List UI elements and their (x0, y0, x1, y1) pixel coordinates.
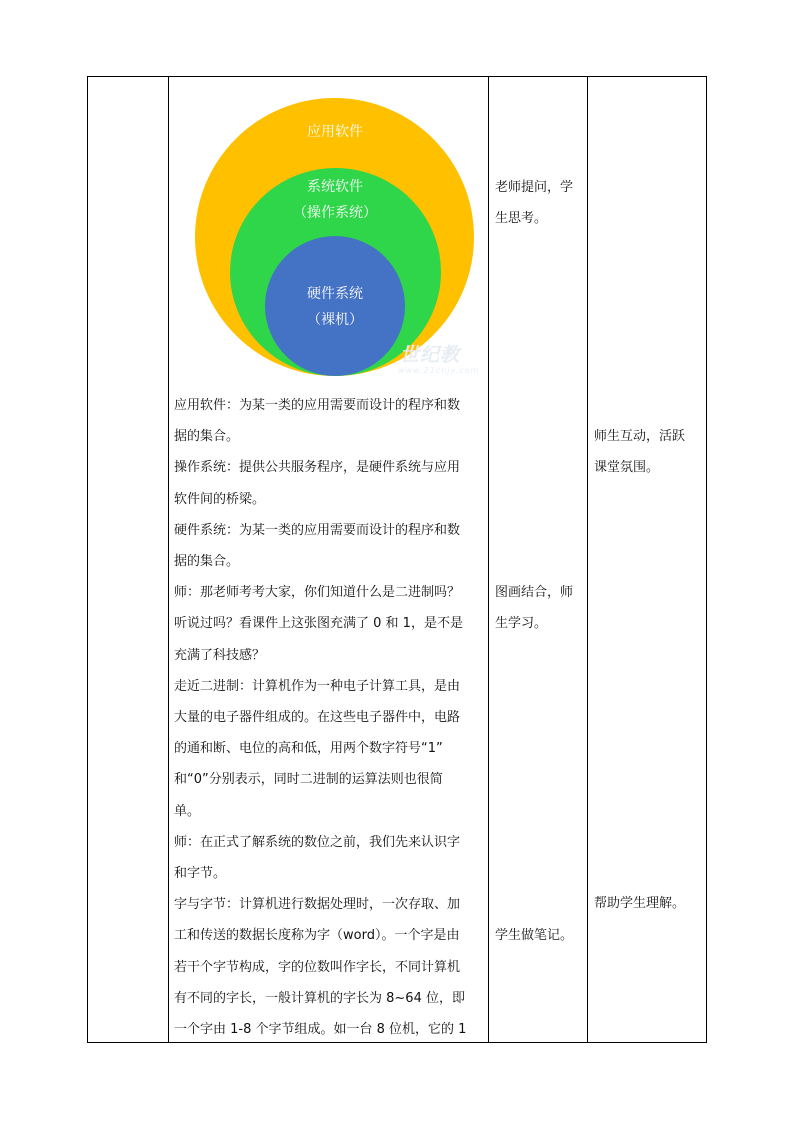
watermark-logo: 世纪教 (400, 344, 461, 366)
student-activity-1-line2: 生思考。 (495, 211, 548, 226)
content-line: 操作系统：提供公共服务程序，是硬件系统与应用 (174, 460, 461, 476)
inner-circle-label: 硬件系统 (307, 286, 363, 302)
column-divider (587, 77, 588, 1042)
student-activity-2-line1: 图画结合，师 (495, 585, 574, 600)
content-line: 走近二进制：计算机作为一种电子计算工具，是由 (174, 678, 461, 694)
outer-circle-label: 应用软件 (307, 124, 363, 140)
content-line: 的通和断、电位的高和低，用两个数字符号“1” (174, 741, 443, 757)
content-line: 和“0”分别表示，同时二进制的运算法则也很简 (174, 772, 443, 788)
content-line: 师：那老师考考大家，你们知道什么是二进制吗？ (174, 585, 461, 601)
content-line: 字与字节：计算机进行数据处理时，一次存取、加 (174, 897, 461, 913)
student-activity-2-line2: 生学习。 (495, 616, 548, 631)
content-line: 硬件系统：为某一类的应用需要而设计的程序和数 (174, 522, 461, 538)
content-line: 大量的电子器件组成的。在这些电子器件中，电路 (174, 710, 461, 725)
content-line: 单。 (174, 803, 201, 819)
student-activity-1-line1: 老师提问，学 (495, 180, 574, 195)
design-intent-1-line1: 师生互动，活跃 (594, 429, 686, 444)
content-line: 和字节。 (174, 866, 227, 881)
lesson-table (87, 76, 707, 1043)
middle-circle-sublabel: （操作系统） (293, 205, 377, 221)
software-layers-diagram (168, 77, 488, 387)
content-line: 工和传送的数据长度称为字（word）。一个字是由 (174, 928, 460, 944)
column-divider (488, 77, 489, 1042)
design-intent-2: 帮助学生理解。 (594, 896, 686, 911)
content-line: 听说过吗？看课件上这张图充满了 0 和 1，是不是 (174, 616, 463, 632)
content-line: 软件间的桥梁。 (174, 491, 266, 507)
content-line: 应用软件：为某一类的应用需要而设计的程序和数 (174, 398, 461, 413)
watermark-url: www.21cnjy.com (398, 366, 480, 375)
inner-circle-sublabel: （裸机） (307, 312, 363, 328)
content-line: 充满了科技感？ (174, 647, 266, 663)
content-line: 一个字由 1-8 个字节组成。如一台 8 位机，它的 1 (174, 1022, 467, 1037)
content-line: 师：在正式了解系统的数位之前，我们先来认识字 (174, 834, 461, 850)
content-line: 据的集合。 (174, 554, 240, 569)
content-line: 有不同的字长，一般计算机的字长为 8~64 位，即 (174, 990, 465, 1006)
content-line: 据的集合。 (174, 429, 240, 445)
design-intent-1-line2: 课堂氛围。 (594, 460, 660, 475)
student-activity-3: 学生做笔记。 (495, 928, 574, 943)
middle-circle-label: 系统软件 (307, 179, 363, 195)
content-line: 若干个字节构成，字的位数叫作字长，不同计算机 (174, 959, 461, 975)
